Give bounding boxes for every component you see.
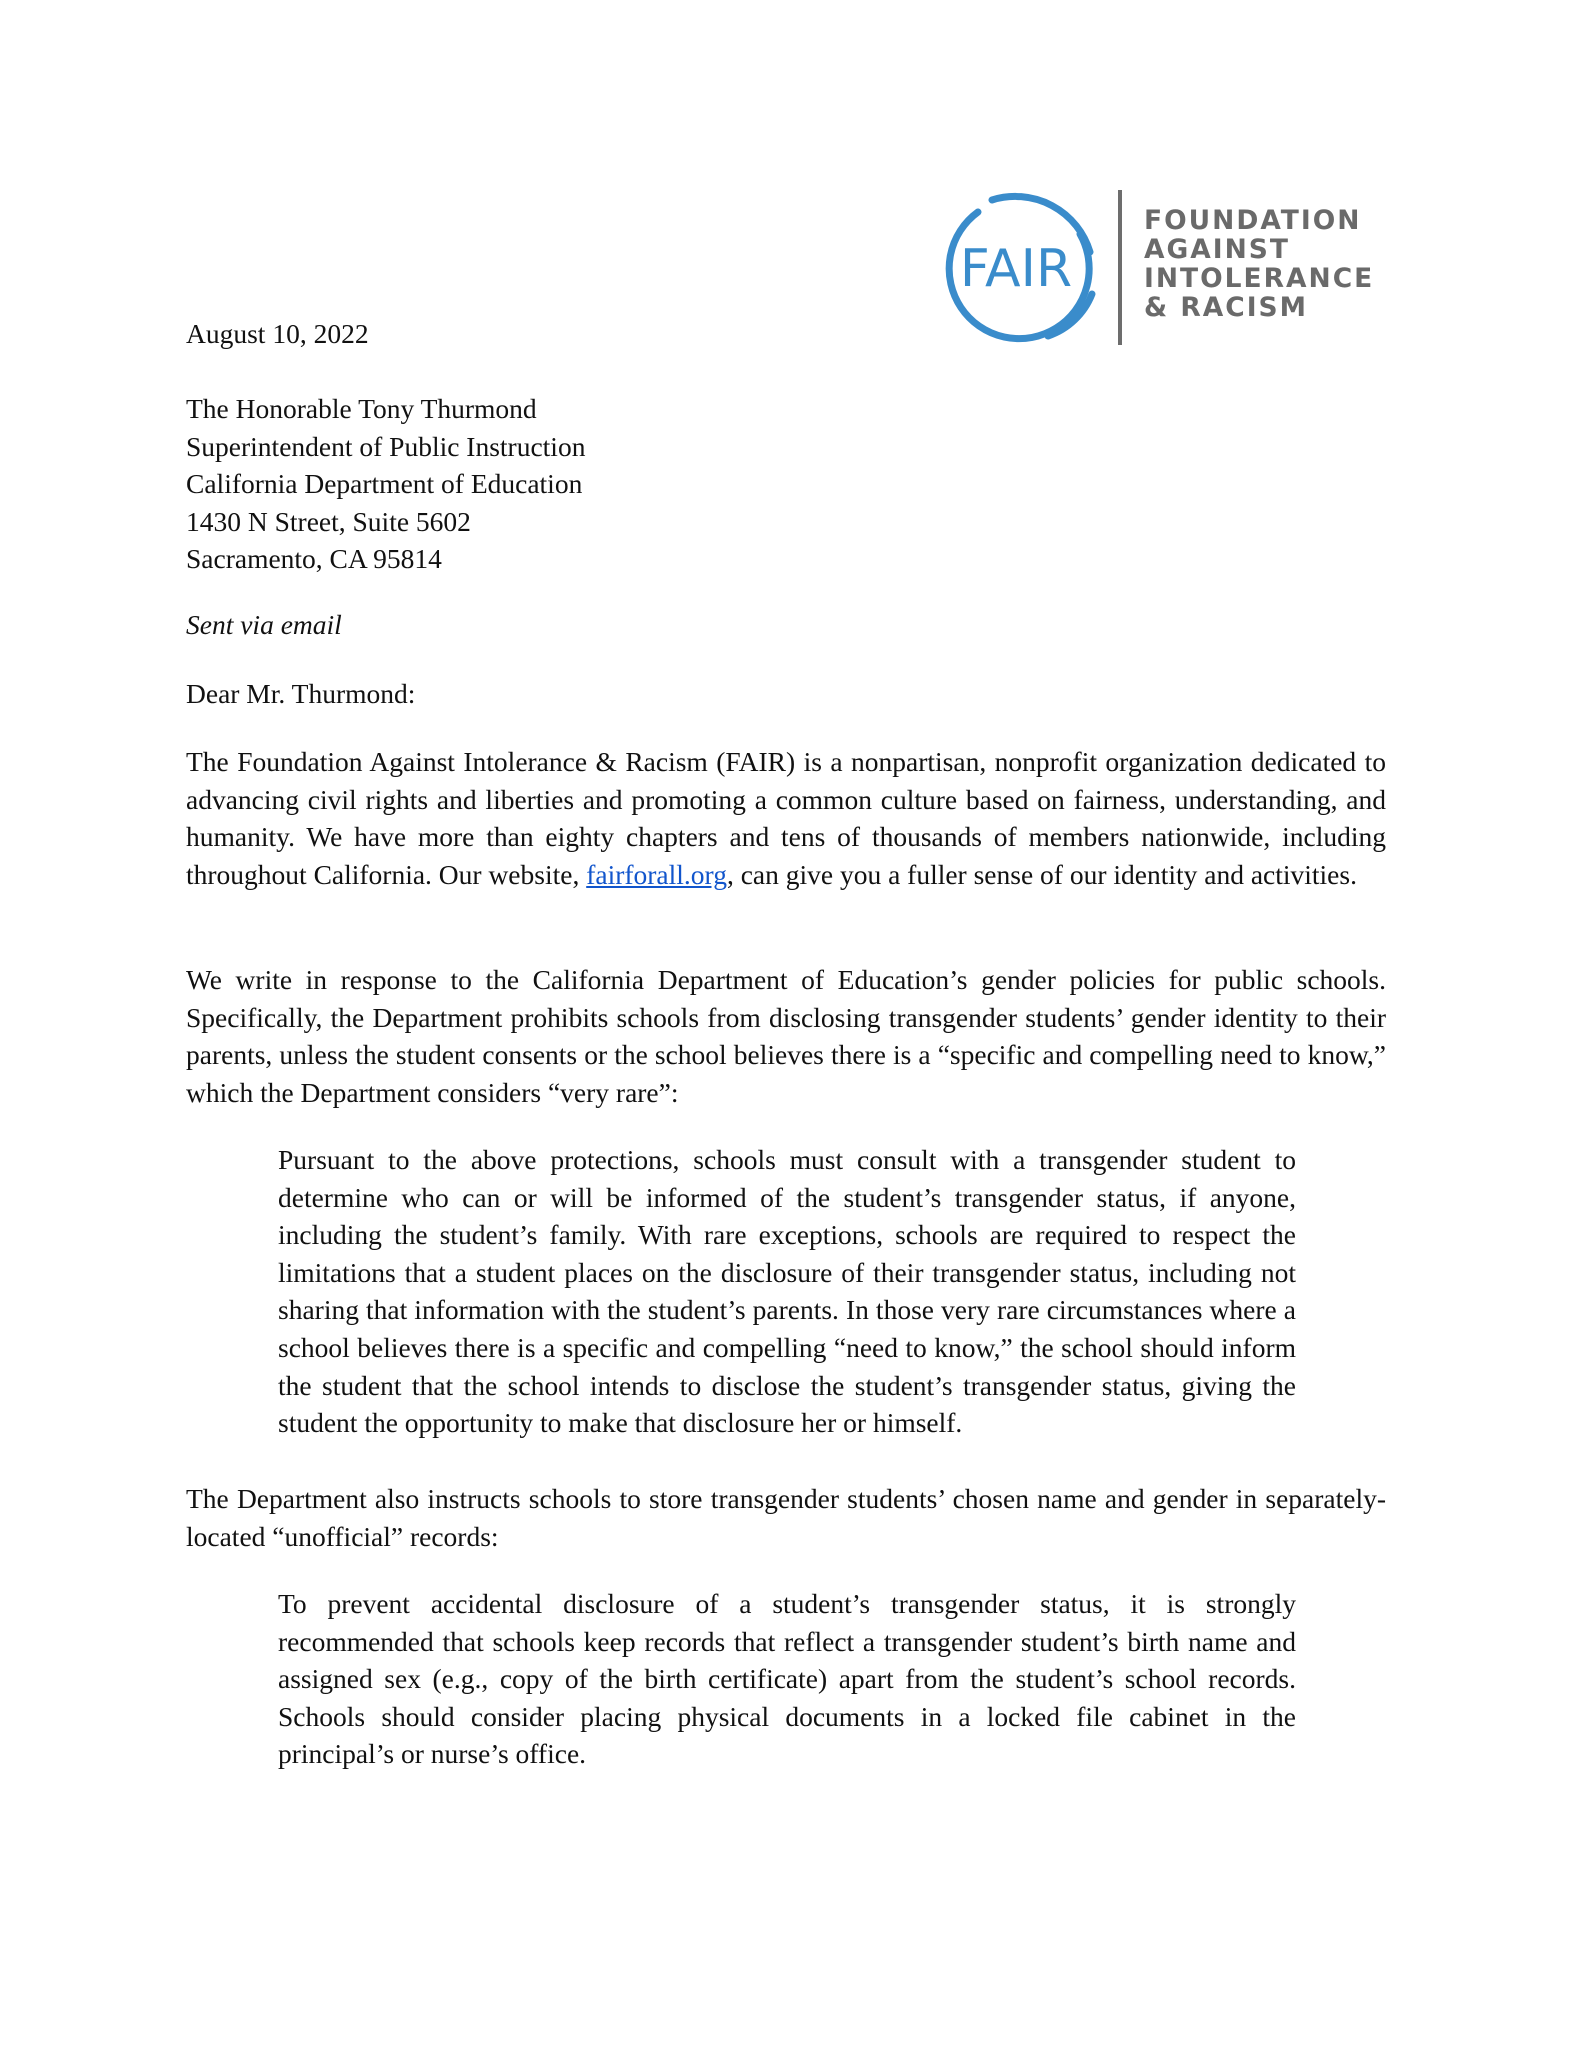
intro-text: The Foundation Against Intolerance & Racism (FAIR) is a nonpartisan, nonprofit organization dedicated to advancing civil rights and liberties and promoting a common culture based on fairness, understanding, and humanity. We have more than eighty chapters and tens of thousands of members nationwide, including throughout California. Our website, xyxy=(186,746,1386,890)
address-line: California Department of Education xyxy=(186,468,583,500)
block-quote-records: To prevent accidental disclosure of a student’s transgender status, it is strongly recommended that schools keep records that reflect a transgender student’s birth name and assigned sex (e.g., copy of the birth certificate) apart from the student’s school records. Schools should consider placing physical documents in a locked file cabinet in the principal’s or nurse’s office. xyxy=(278,1588,1296,1770)
block-quote-disclosure: Pursuant to the above protections, schools must consult with a transgender student to determine who can or will be informed of the student’s transgender status, if anyone, including the student’s family. With rare exceptions, schools are required to respect the limitations that a student places on the disclosure of their transgender status, including not sharing that information with the student’s parents. In those very rare circumstances where a school believes there is a specific and compelling “need to know,” the school should inform the student that the school intends to disclose the student’s transgender status, giving the student the opportunity to make that disclosure her or himself. xyxy=(278,1144,1296,1439)
logo-line: INTOLERANCE xyxy=(1144,263,1375,294)
delivery-note: Sent via email xyxy=(186,609,342,640)
records-paragraph: The Department also instructs schools to store transgender students’ chosen name and gender in separately-located “unofficial” records: xyxy=(186,1483,1386,1552)
website-link[interactable]: fairforall.org xyxy=(586,858,727,890)
address-line: 1430 N Street, Suite 5602 xyxy=(186,505,471,537)
intro-text-end: , can give you a fuller sense of our identity and activities. xyxy=(726,858,1357,890)
logo-line: AGAINST xyxy=(1144,234,1290,265)
salutation: Dear Mr. Thurmond: xyxy=(186,678,416,709)
letter-date: August 10, 2022 xyxy=(186,318,369,349)
recipient-address xyxy=(186,390,1386,578)
logo-wordmark xyxy=(1144,206,1374,322)
address-line: The Honorable Tony Thurmond xyxy=(186,393,537,424)
logo-line: & RACISM xyxy=(1144,292,1309,323)
logo-mark-text: FAIR xyxy=(959,239,1073,299)
policy-paragraph: We write in response to the California Department of Education’s gender policies for public schools. Specifically, the Department prohibits schools from disclosing transgender students’ gender identity to their parents, unless the student consents or the school believes there is a “specific and compelling need to know,” which the Department considers “very rare”: xyxy=(186,964,1386,1108)
address-line: Sacramento, CA 95814 xyxy=(186,543,442,575)
logo-line: FOUNDATION xyxy=(1144,205,1362,236)
intro-paragraph xyxy=(186,743,1386,893)
address-line: Superintendent of Public Instruction xyxy=(186,430,586,462)
